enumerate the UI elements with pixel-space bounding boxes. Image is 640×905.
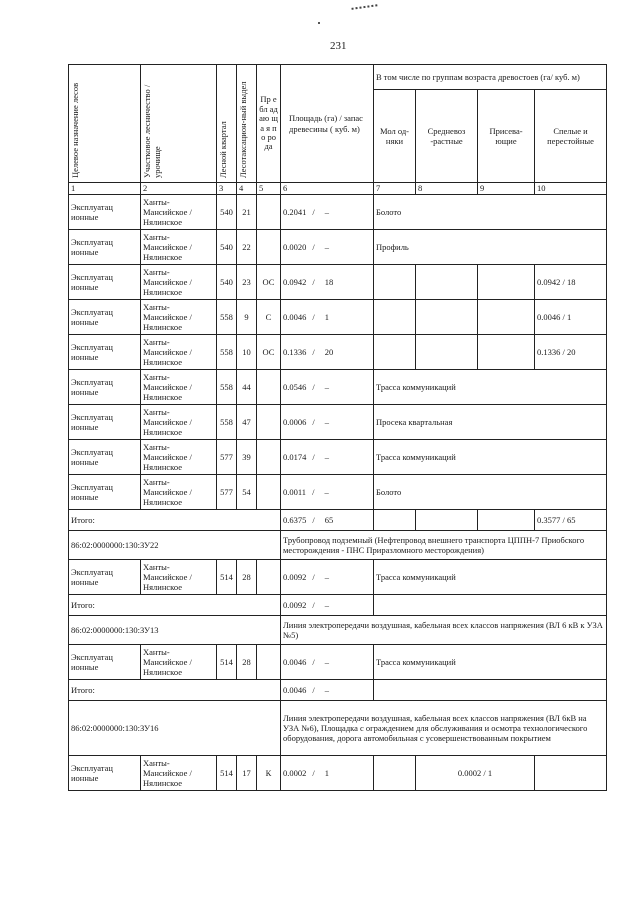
table-row	[69, 475, 607, 510]
object-code: 86:02:0000000:130:ЗУ22	[69, 531, 281, 560]
purpose-cell: Эксплуатац ионные	[69, 560, 141, 595]
slash-separator: /	[312, 571, 315, 582]
purpose-cell: Эксплуатац ионные	[69, 475, 141, 510]
volume-value: –	[324, 416, 329, 427]
total-label: Итого:	[69, 595, 281, 616]
species-cell: ОС	[257, 335, 281, 370]
area-volume-cell	[281, 265, 374, 300]
purpose-cell: Эксплуатац ионные	[69, 756, 141, 791]
slash-separator: /	[312, 486, 315, 497]
area-value: 0.0092	[283, 599, 307, 610]
page-number: 231	[330, 40, 347, 52]
area-volume-cell	[281, 756, 374, 791]
young-cell	[374, 300, 416, 335]
area-volume-cell	[281, 335, 374, 370]
header-ripening: Присева-ющие	[478, 90, 535, 183]
volume-value: 18	[324, 276, 334, 287]
area-value: 0.0092	[283, 571, 307, 582]
col-number: 3	[217, 183, 237, 195]
area-volume-cell	[281, 595, 374, 616]
column-numbers-row	[69, 183, 607, 195]
area-volume-cell	[281, 195, 374, 230]
forestry-cell: Ханты-Мансийское / Нялинское	[141, 300, 217, 335]
vydel-cell: 9	[237, 300, 257, 335]
table-row	[69, 405, 607, 440]
col-number: 10	[535, 183, 607, 195]
volume-value: 1	[324, 767, 329, 778]
vydel-cell: 23	[237, 265, 257, 300]
vydel-cell: 10	[237, 335, 257, 370]
middle-aged-cell	[416, 510, 478, 531]
forestry-cell: Ханты-Мансийское / Нялинское	[141, 645, 217, 680]
area-value: 0.0046	[283, 311, 307, 322]
table-row	[69, 230, 607, 265]
purpose-cell: Эксплуатац ионные	[69, 405, 141, 440]
slash-separator: /	[312, 514, 315, 525]
purpose-cell: Эксплуатац ионные	[69, 370, 141, 405]
table-row	[69, 645, 607, 680]
purpose-cell: Эксплуатац ионные	[69, 265, 141, 300]
col-number: 5	[257, 183, 281, 195]
table-row	[69, 300, 607, 335]
header-middle-aged: Средневоз -растные	[416, 90, 478, 183]
object-description: Трубопровод подземный (Нефтепровод внешнего транспорта ЦППН-7 Приобского месторождения - ПНС Приразломного месторождения)	[281, 531, 607, 560]
species-cell	[257, 405, 281, 440]
species-cell	[257, 645, 281, 680]
empty-cell	[374, 680, 607, 701]
purpose-cell: Эксплуатац ионные	[69, 335, 141, 370]
forest-table	[68, 64, 607, 791]
ripening-cell	[478, 335, 535, 370]
area-volume-cell	[281, 645, 374, 680]
object-code: 86:02:0000000:130:ЗУ16	[69, 701, 281, 756]
object-row	[69, 531, 607, 560]
kvartal-cell: 514	[217, 560, 237, 595]
species-cell	[257, 230, 281, 265]
header-vydel: Лесотаксацион-ный выдел	[237, 65, 257, 183]
slash-separator: /	[312, 599, 315, 610]
kvartal-cell: 540	[217, 230, 237, 265]
area-value: 0.0020	[283, 241, 307, 252]
volume-value: –	[324, 486, 329, 497]
total-row	[69, 595, 607, 616]
young-cell	[374, 265, 416, 300]
middle-aged-cell	[416, 335, 478, 370]
species-cell	[257, 440, 281, 475]
header-area: Площадь (га) / запас древесины ( куб. м)	[281, 65, 374, 183]
note-cell: Просека квартальная	[374, 405, 607, 440]
volume-value: –	[324, 656, 329, 667]
header-mature: Спелые и перестойные	[535, 90, 607, 183]
purpose-cell: Эксплуатац ионные	[69, 300, 141, 335]
table-row	[69, 335, 607, 370]
area-value: 0.0046	[283, 684, 307, 695]
kvartal-cell: 514	[217, 756, 237, 791]
young-cell	[374, 335, 416, 370]
col-number: 4	[237, 183, 257, 195]
area-volume-cell	[281, 510, 374, 531]
table-row	[69, 440, 607, 475]
forestry-cell: Ханты-Мансийское / Нялинское	[141, 335, 217, 370]
species-cell: С	[257, 300, 281, 335]
vydel-cell: 39	[237, 440, 257, 475]
vydel-cell: 47	[237, 405, 257, 440]
header-purpose: Целевое назначение лесов	[69, 65, 141, 183]
area-value: 0.0011	[283, 486, 307, 497]
vydel-cell: 22	[237, 230, 257, 265]
vydel-cell: 44	[237, 370, 257, 405]
slash-separator: /	[312, 311, 315, 322]
table-row	[69, 195, 607, 230]
area-volume-cell	[281, 560, 374, 595]
object-code: 86:02:0000000:130:ЗУ13	[69, 616, 281, 645]
col-number: 7	[374, 183, 416, 195]
forestry-cell: Ханты-Мансийское / Нялинское	[141, 370, 217, 405]
vydel-cell: 54	[237, 475, 257, 510]
col-number: 1	[69, 183, 141, 195]
species-cell	[257, 560, 281, 595]
slash-separator: /	[312, 684, 315, 695]
area-volume-cell	[281, 440, 374, 475]
species-cell	[257, 195, 281, 230]
purpose-cell: Эксплуатац ионные	[69, 195, 141, 230]
total-row	[69, 510, 607, 531]
volume-value: –	[324, 451, 329, 462]
slash-separator: /	[312, 206, 315, 217]
mature-cell	[535, 756, 607, 791]
volume-value: –	[324, 381, 329, 392]
slash-separator: /	[312, 346, 315, 357]
young-cell	[374, 756, 416, 791]
volume-value: –	[324, 599, 329, 610]
total-label: Итого:	[69, 680, 281, 701]
volume-value: –	[324, 684, 329, 695]
object-description: Линия электропередачи воздушная, кабельная всех классов напряжения (ВЛ 6кВ на УЗА №6), Площадка с ограждением для обслуживания и осмотра технологического оборудования, дорога автомобильная с усовершенствованным покрытием	[281, 701, 607, 756]
forestry-cell: Ханты-Мансийское / Нялинское	[141, 756, 217, 791]
volume-value: –	[324, 241, 329, 252]
volume-value: –	[324, 571, 329, 582]
header-kvartal: Лесной квартал	[217, 65, 237, 183]
forestry-cell: Ханты-Мансийское / Нялинское	[141, 440, 217, 475]
forestry-cell: Ханты-Мансийское / Нялинское	[141, 560, 217, 595]
area-volume-cell	[281, 230, 374, 265]
area-value: 0.2041	[283, 206, 307, 217]
kvartal-cell: 558	[217, 335, 237, 370]
area-volume-cell	[281, 475, 374, 510]
col-number: 9	[478, 183, 535, 195]
kvartal-cell: 540	[217, 195, 237, 230]
col-number: 8	[416, 183, 478, 195]
mature-cell: 0.1336 / 20	[535, 335, 607, 370]
ripening-cell	[478, 265, 535, 300]
vydel-cell: 21	[237, 195, 257, 230]
forestry-cell: Ханты-Мансийское / Нялинское	[141, 475, 217, 510]
table-row	[69, 265, 607, 300]
total-row	[69, 680, 607, 701]
slash-separator: /	[312, 416, 315, 427]
ripening-cell	[478, 300, 535, 335]
forestry-cell: Ханты-Мансийское / Нялинское	[141, 195, 217, 230]
object-row	[69, 616, 607, 645]
area-volume-cell	[281, 405, 374, 440]
kvartal-cell: 577	[217, 440, 237, 475]
header-species: Пр ебл ад аю ща я по ро да	[257, 65, 281, 183]
note-cell: Трасса коммуникаций	[374, 440, 607, 475]
volume-value: 20	[324, 346, 334, 357]
young-cell	[374, 510, 416, 531]
ripening-cell	[478, 510, 535, 531]
empty-cell	[374, 595, 607, 616]
scan-dot	[318, 22, 320, 24]
vydel-cell: 17	[237, 756, 257, 791]
note-cell: Болото	[374, 195, 607, 230]
species-cell: К	[257, 756, 281, 791]
kvartal-cell: 558	[217, 370, 237, 405]
mature-cell: 0.3577 / 65	[535, 510, 607, 531]
slash-separator: /	[312, 767, 315, 778]
purpose-cell: Эксплуатац ионные	[69, 440, 141, 475]
area-value: 0.0942	[283, 276, 307, 287]
middle-aged-cell	[416, 265, 478, 300]
middle-aged-cell	[416, 300, 478, 335]
vydel-cell: 28	[237, 560, 257, 595]
mature-cell: 0.0046 / 1	[535, 300, 607, 335]
col-number: 2	[141, 183, 217, 195]
table-row	[69, 370, 607, 405]
forestry-cell: Ханты-Мансийское / Нялинское	[141, 405, 217, 440]
purpose-cell: Эксплуатац ионные	[69, 645, 141, 680]
note-cell: Болото	[374, 475, 607, 510]
area-value: 0.1336	[283, 346, 307, 357]
header-row	[69, 65, 607, 90]
species-cell: ОС	[257, 265, 281, 300]
volume-value: 65	[324, 514, 334, 525]
species-cell	[257, 475, 281, 510]
mature-cell: 0.0942 / 18	[535, 265, 607, 300]
area-value: 0.0006	[283, 416, 307, 427]
kvartal-cell: 540	[217, 265, 237, 300]
total-label: Итого:	[69, 510, 281, 531]
area-value: 0.0002	[283, 767, 307, 778]
area-value: 0.0546	[283, 381, 307, 392]
area-value: 0.0046	[283, 656, 307, 667]
vydel-cell: 28	[237, 645, 257, 680]
scan-artifact	[351, 4, 378, 18]
area-volume-cell	[281, 300, 374, 335]
slash-separator: /	[312, 276, 315, 287]
table-row	[69, 756, 607, 791]
middle-aged-cell: 0.0002 / 1	[416, 756, 535, 791]
note-cell: Трасса коммуникаций	[374, 645, 607, 680]
slash-separator: /	[312, 381, 315, 392]
kvartal-cell: 514	[217, 645, 237, 680]
slash-separator: /	[312, 241, 315, 252]
kvartal-cell: 558	[217, 405, 237, 440]
area-value: 0.6375	[283, 514, 307, 525]
volume-value: –	[324, 206, 329, 217]
slash-separator: /	[312, 656, 315, 667]
forestry-cell: Ханты-Мансийское / Нялинское	[141, 265, 217, 300]
slash-separator: /	[312, 451, 315, 462]
header-young: Мол од-няки	[374, 90, 416, 183]
forestry-cell: Ханты-Мансийское / Нялинское	[141, 230, 217, 265]
col-number: 6	[281, 183, 374, 195]
note-cell: Трасса коммуникаций	[374, 560, 607, 595]
area-volume-cell	[281, 680, 374, 701]
header-age-groups: В том числе по группам возраста древостоев (га/ куб. м)	[374, 65, 607, 90]
species-cell	[257, 370, 281, 405]
kvartal-cell: 577	[217, 475, 237, 510]
volume-value: 1	[324, 311, 329, 322]
object-row	[69, 701, 607, 756]
note-cell: Профиль	[374, 230, 607, 265]
table-row	[69, 560, 607, 595]
kvartal-cell: 558	[217, 300, 237, 335]
note-cell: Трасса коммуникаций	[374, 370, 607, 405]
area-volume-cell	[281, 370, 374, 405]
header-forestry: Участковое лесничество / урочище	[141, 65, 217, 183]
purpose-cell: Эксплуатац ионные	[69, 230, 141, 265]
object-description: Линия электропередачи воздушная, кабельная всех классов напряжения (ВЛ 6 кВ к УЗА №5)	[281, 616, 607, 645]
area-value: 0.0174	[283, 451, 307, 462]
